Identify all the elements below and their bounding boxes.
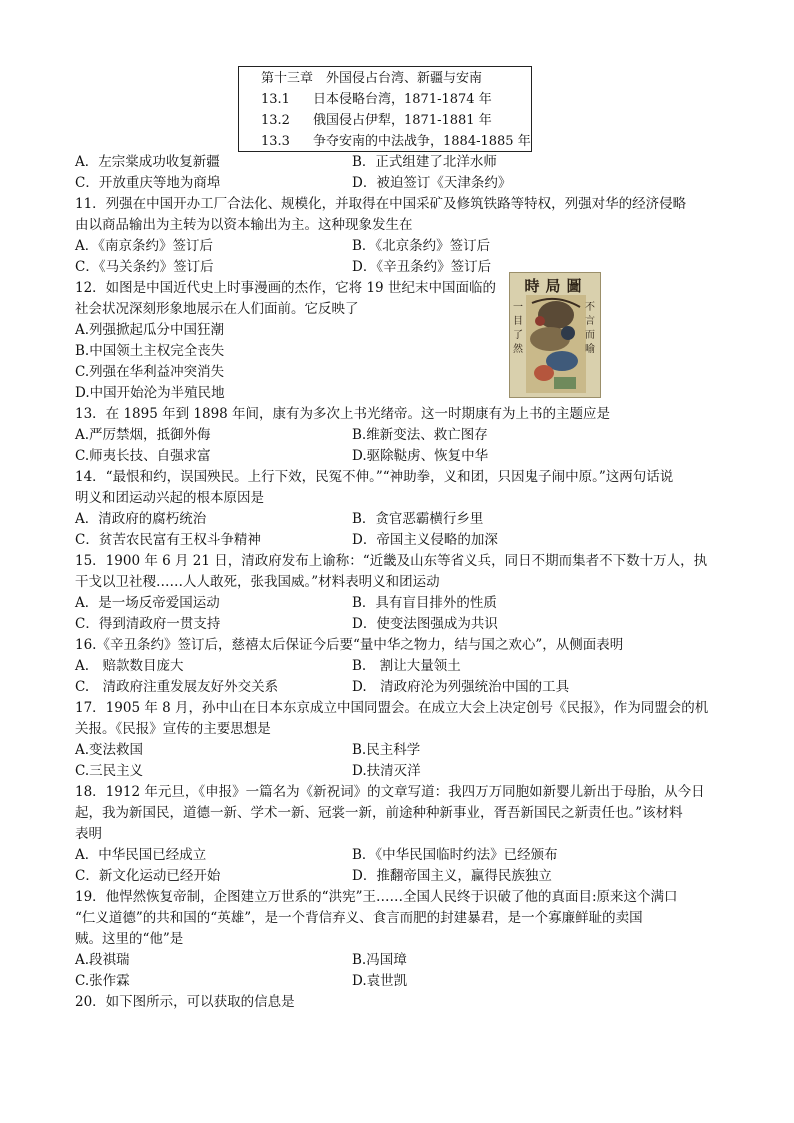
q12-option-d: D.中国开始沦为半殖民地 — [75, 385, 225, 401]
q13-option-b: B.维新变法、救亡图存 — [352, 427, 488, 443]
q11-stem-line: 由以商品输出为主转为以资本输出为主。这种现象发生在 — [75, 217, 413, 233]
q10-option-c: C．开放重庆等地为商埠 — [75, 175, 221, 191]
q18-option-d: D．推翻帝国主义，赢得民族独立 — [352, 868, 552, 884]
q17-option-d: D.扶清灭洋 — [352, 763, 421, 779]
q17-option-b: B.民主科学 — [352, 742, 421, 758]
q16-option-b: B. 割让大量领土 — [352, 658, 461, 674]
q17-stem-line: 17．1905 年 8 月，孙中山在日本东京成立中国同盟会。在成立大会上决定创号《民报》，作为同盟会的机 — [75, 700, 709, 716]
q13-option-a: A.严厉禁烟，抵御外侮 — [75, 427, 211, 443]
q17-option-c: C.三民主义 — [75, 763, 144, 779]
q14-option-d: D．帝国主义侵略的加深 — [352, 532, 498, 548]
q19-option-b: B.冯国璋 — [352, 952, 407, 968]
q19-stem-line: 19．他悍然恢复帝制，企图建立万世系的“洪宪”王……全国人民终于识破了他的真面目:原来这个满口 — [75, 889, 678, 905]
q19-option-c: C.张作霖 — [75, 973, 130, 989]
q20-stem-line: 20．如下图所示，可以获取的信息是 — [75, 994, 295, 1010]
q19-stem-line: 贼。这里的“他”是 — [75, 931, 184, 947]
q16-option-c: C. 清政府注重发展友好外交关系 — [75, 679, 279, 695]
q11-option-d: D．《辛丑条约》签订后 — [352, 259, 492, 275]
q17-stem-line: 关报。《民报》宣传的主要思想是 — [75, 721, 271, 737]
q12-option-c: C.列强在华利益冲突消失 — [75, 364, 225, 380]
q19-option-d: D.袁世凯 — [352, 973, 408, 989]
q15-option-b: B．具有盲目排外的性质 — [352, 595, 497, 611]
q11-stem-line: 11．列强在中国开办工厂合法化、规模化，并取得在中国采矿及修筑铁路等特权，列强对华的经济侵略 — [75, 196, 687, 212]
q11-option-b: B．《北京条约》签订后 — [352, 238, 491, 254]
q18-option-c: C．新文化运动已经开始 — [75, 868, 221, 884]
q14-stem-line: 14．“最恨和约，误国殃民。上行下效，民冤不伸。”“神助拳，义和团，只因鬼子闹中原。”这两句话说 — [75, 469, 674, 485]
cartoon-side-left: 一目了然 — [513, 302, 523, 355]
q10-option-d: D．被迫签订《天津条约》 — [352, 175, 512, 191]
q15-option-a: A．是一场反帝爱国运动 — [75, 595, 220, 611]
q16-option-d: D. 清政府沦为列强统治中国的工具 — [352, 679, 570, 695]
toc-item: 13.3 争夺安南的中法战争，1884-1885 年 — [261, 134, 531, 149]
q11-option-a: A．《南京条约》签订后 — [75, 238, 213, 254]
q14-option-b: B．贪官恶霸横行乡里 — [352, 511, 484, 527]
q11-option-c: C．《马关条约》签订后 — [75, 259, 214, 275]
q19-stem-line: “仁义道德”的共和国的“英雄”，是一个背信弃义、食言而肥的封建暴君，是一个寡廉鲜耻的卖国 — [75, 910, 643, 926]
q13-stem-line: 13．在 1895 年到 1898 年间，康有为多次上书光绪帝。这一时期康有为上书的主题应是 — [75, 406, 611, 422]
q14-stem-line: 明义和团运动兴起的根本原因是 — [75, 490, 264, 506]
q13-option-d: D.驱除鞑虏、恢复中华 — [352, 448, 489, 464]
q16-option-a: A. 赔款数目庞大 — [75, 658, 184, 674]
q18-stem-line: 表明 — [75, 826, 102, 842]
q14-option-a: A．清政府的腐朽统治 — [75, 511, 207, 527]
q13-option-c: C.师夷长技、自强求富 — [75, 448, 211, 464]
q18-stem-line: 18．1912 年元旦，《申报》一篇名为《新祝词》的文章写道：我四万万同胞如新婴儿新出于母胎，从今日 — [75, 784, 705, 800]
q15-stem-line: 干戈以卫社稷……人人敢死，张我国威。”材料表明义和团运动 — [75, 574, 440, 590]
q15-option-c: C．得到清政府一贯支持 — [75, 616, 221, 632]
q16-stem-line: 16.《辛丑条约》签订后，慈禧太后保证今后要“量中华之物力，结与国之欢心”，从侧面表明 — [75, 637, 624, 653]
q10-option-a: A．左宗棠成功收复新疆 — [75, 154, 220, 170]
q15-stem-line: 15．1900 年 6 月 21 日，清政府发布上谕称：“近畿及山东等省义兵，同日不期而集者不下数十万人，执 — [75, 553, 708, 569]
q18-option-b: B．《中华民国临时约法》已经颁布 — [352, 847, 558, 863]
q18-stem-line: 起，我为新国民，道德一新、学术一新、冠裳一新，前途种种新事业，胥吾新国民之新责任也。”该材料 — [75, 805, 683, 821]
current-situation-cartoon-image — [509, 272, 601, 398]
q12-option-b: B.中国领土主权完全丧失 — [75, 343, 225, 359]
q14-option-c: C．贫苦农民富有王权斗争精神 — [75, 532, 261, 548]
q19-option-a: A.段祺瑞 — [75, 952, 130, 968]
q17-option-a: A.变法救国 — [75, 742, 144, 758]
q10-option-b: B．正式组建了北洋水师 — [352, 154, 497, 170]
toc-chapter-title: 第十三章 外国侵占台湾、新疆与安南 — [261, 71, 483, 86]
q12-stem-line: 12．如图是中国近代史上时事漫画的杰作，它将 19 世纪末中国面临的 — [75, 280, 496, 296]
cartoon-side-right: 不言而喻 — [585, 302, 595, 355]
toc-item: 13.2 俄国侵占伊犁，1871-1881 年 — [261, 113, 492, 128]
q12-stem-line: 社会状况深刻形象地展示在人们面前。它反映了 — [75, 301, 359, 317]
toc-item: 13.1 日本侵略台湾，1871-1874 年 — [261, 92, 492, 107]
cartoon-title: 時局圖 — [524, 277, 588, 295]
q18-option-a: A．中华民国已经成立 — [75, 847, 207, 863]
table-of-contents-box — [238, 66, 532, 152]
q12-option-a: A.列强掀起瓜分中国狂潮 — [75, 322, 225, 338]
q15-option-d: D．使变法图强成为共识 — [352, 616, 498, 632]
